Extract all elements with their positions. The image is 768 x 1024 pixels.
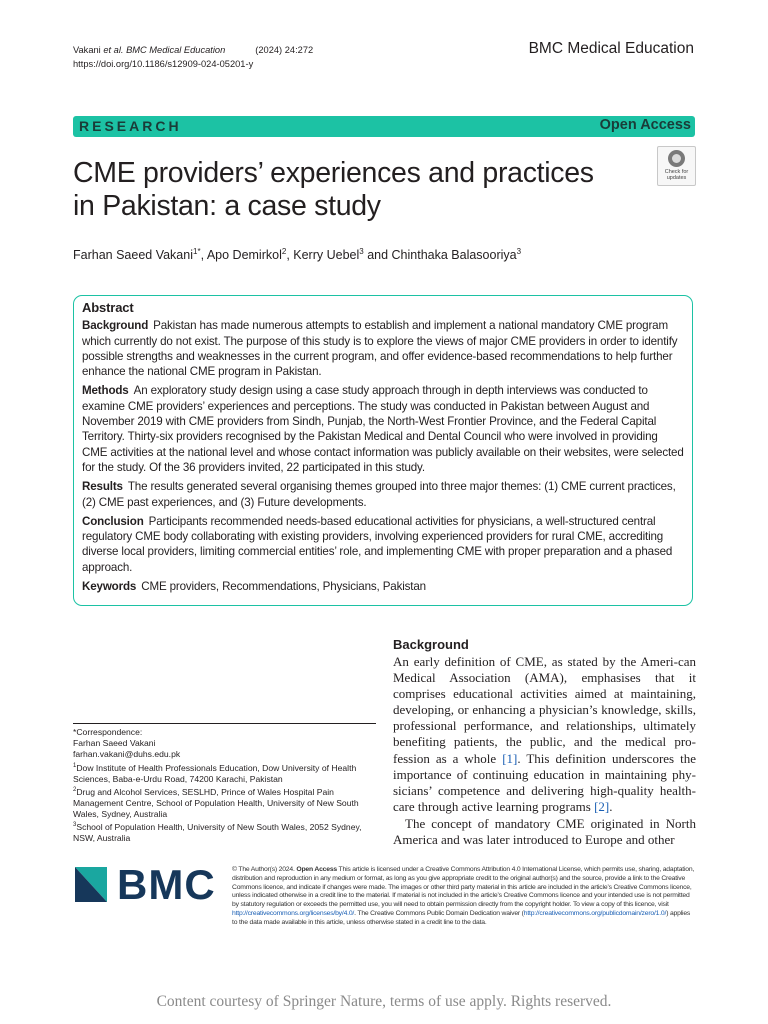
affiliation-number: 1 [73, 762, 77, 769]
check-updates-label-2: updates [666, 175, 687, 181]
abstract-keywords [82, 579, 686, 594]
author-affiliation: 2 [281, 247, 287, 256]
author-separator: and [363, 248, 392, 263]
affiliation-3 [73, 820, 373, 844]
correspondence-email[interactable]: farhan.vakani@duhs.edu.pk [73, 749, 181, 760]
citation-authors: Vakani [73, 45, 104, 55]
page-footer: Content courtesy of Springer Nature, terms of use apply. Rights reserved. [156, 993, 612, 1010]
affiliation-1-text: Dow Institute of Health Professionals Education, Dow University of Health Sciences, Baba-e-Urdu Road, 74200 Karachi, Pakistan [73, 762, 357, 784]
doi-link[interactable]: https://doi.org/10.1186/s12909-024-05201-y [73, 59, 254, 69]
body-text-run: . [609, 798, 613, 814]
abstract-results-label: Results [82, 480, 123, 494]
check-for-updates-badge[interactable] [657, 146, 696, 186]
abstract-background-text: Pakistan has made numerous attempts to establish and implement a national mandatory CME program which currently do not exist. The purpose of this study is to explore the views of major CME providers in order to identify possible strengths and weaknesses in the current program, and offer evidence-based recommendations to help further enhance the national CME program in Pakistan. [82, 319, 678, 379]
affiliation-number: 2 [73, 786, 77, 793]
affiliation-3-text: School of Population Health, University of New South Wales, 2052 Sydney, NSW, Australia [73, 822, 362, 844]
affiliation-2-text: Drug and Alcohol Services, SESLHD, Prince of Wales Hospital Pain Management Centre, School of Population Health, University of New South Wales, Sydney, Australia [73, 786, 359, 820]
abstract-results-text: The results generated several organising themes grouped into three major themes: (1) CME current practices, (2) CME past experiences, and (3) Future developments. [82, 480, 676, 509]
abstract-keywords-text: CME providers, Recommendations, Physicians, Pakistan [141, 580, 426, 594]
title-line-1: CME providers’ experiences and practices [73, 157, 594, 189]
license-text: This article is licensed under a Creative Commons Attribution 4.0 International License, which permits use, sharing, adaptation, distribution and reproduction in any medium or format, as long as you give appropriate credit to the original author(s) and the source, provide a link to the Creative Commons licence, and indicate if changes were made. The images or other third party material in this article are included in the article’s Creative Commons licence, unless indicated otherwise in a credit line to the material. If material is not included in the article’s Creative Commons licence and your intended use is not permitted by statutory regulation or exceeds the permitted use, you will need to obtain permission directly from the copyright holder. To view a copy of this licence, visit [232, 866, 695, 909]
abstract-methods-text: An exploratory study design using a case study approach through in depth interviews was conducted to examine CME providers’ experiences and perceptions. The study was conducted in Pakistan between August and November 2019 with CME providers from Sindh, Punjab, the North-West Frontier Province, and the Federal Capital Territory. Thirty-six providers recognised by the Pakistan Medical and Dental Council who were involved in providing CME activities at the national level and whose contact information was publicly available on their websites, were selected for the study. Of the 36 providers invited, 22 participated in this study. [82, 384, 684, 474]
citation-year: (2024) 24:272 [255, 45, 314, 55]
author-separator: , [286, 248, 294, 263]
author-name[interactable]: Kerry Uebel [293, 248, 360, 263]
affiliation-1 [73, 761, 373, 785]
author-list [73, 247, 521, 262]
license-open-access: Open Access [296, 866, 337, 873]
correspondence-block [73, 727, 373, 845]
abstract-background [82, 318, 686, 379]
body-text [393, 654, 696, 848]
body-text-run: . This definition underscores the importance of continuing education in maintaining phy-sicians’ competence and delivering high-quality health-care through active learning programs [393, 750, 696, 814]
check-updates-icon [668, 150, 685, 167]
bmc-logo-icon [75, 867, 107, 902]
license-link-zero[interactable]: http://creativecommons.org/publicdomain/zero/1.0/ [523, 909, 667, 917]
affiliation-2 [73, 785, 373, 820]
body-paragraph-2: The concept of mandatory CME originated in North America and was later introduced to Europe and other [393, 815, 696, 848]
author-affiliation: 3 [516, 247, 522, 256]
article-title [73, 157, 633, 223]
journal-name: BMC Medical Education [528, 40, 694, 57]
body-text-run: An early definition of CME, as stated by the Ameri-can Medical Association (AMA), emphasises that it comprises educational activities aimed at maintaining, developing, or enhancing a physician’s knowledge, skills, professional performance, and relationships, ultimately benefiting patients, the public, and the medical pro-fession as a whole [393, 654, 696, 766]
abstract-background-label: Background [82, 319, 149, 333]
correspondence-name: Farhan Saeed Vakani [73, 738, 156, 749]
correspondence-label: *Correspondence: [73, 727, 143, 737]
license-lead: © The Author(s) 2024. [232, 866, 295, 873]
correspondence-divider [73, 723, 376, 724]
title-line-2: in Pakistan: a case study [73, 190, 381, 222]
citation-etal: et al. BMC Medical Education [103, 45, 226, 55]
author-name[interactable]: Farhan Saeed Vakani [73, 248, 193, 263]
check-updates-label-1: Check for [664, 169, 689, 175]
abstract-heading: Abstract [82, 300, 134, 315]
author-separator: , [200, 248, 207, 263]
section-label: RESEARCH [79, 118, 182, 134]
abstract-conclusion-label: Conclusion [82, 514, 144, 528]
author-affiliation: 1* [193, 247, 201, 256]
abstract-conclusion-text: Participants recommended needs-based educational activities for physicians, a well-structured central regulatory CME body collaborating with existing providers, involving experienced providers for rural CME, accrediting diverse local providers, limiting commercial entities’ role, and implementing CME with proper preparation and a phased approach. [82, 514, 673, 574]
author-name[interactable]: Apo Demirkol [206, 248, 282, 263]
abstract-results [82, 479, 686, 510]
citation-ref-2[interactable]: [2] [594, 798, 610, 814]
section-heading-background: Background [393, 637, 469, 652]
license-text: . The Creative Commons Public Domain Dedication waiver ( [354, 909, 524, 917]
body-paragraph-1 [393, 654, 696, 815]
author-affiliation: 3 [359, 247, 364, 256]
article-type-banner [73, 116, 695, 137]
abstract-box [73, 295, 693, 606]
affiliation-number: 3 [73, 822, 77, 829]
abstract-methods [82, 383, 686, 475]
open-access-label: Open Access [599, 117, 691, 133]
abstract-conclusion [82, 514, 686, 575]
citation-block [73, 43, 313, 71]
license-text: ) applies to the data made available in this article, unless otherwise stated in a credit line to the data. [232, 909, 691, 926]
license-link-by[interactable]: http://creativecommons.org/licenses/by/4.0/ [232, 909, 355, 917]
bmc-logo-wordmark: BMC [117, 861, 216, 908]
license-notice [232, 866, 696, 928]
abstract-methods-label: Methods [82, 384, 129, 398]
citation-ref-1[interactable]: [1] [502, 750, 518, 766]
abstract-keywords-label: Keywords [82, 580, 137, 594]
author-name[interactable]: Chinthaka Balasooriya [391, 248, 517, 263]
